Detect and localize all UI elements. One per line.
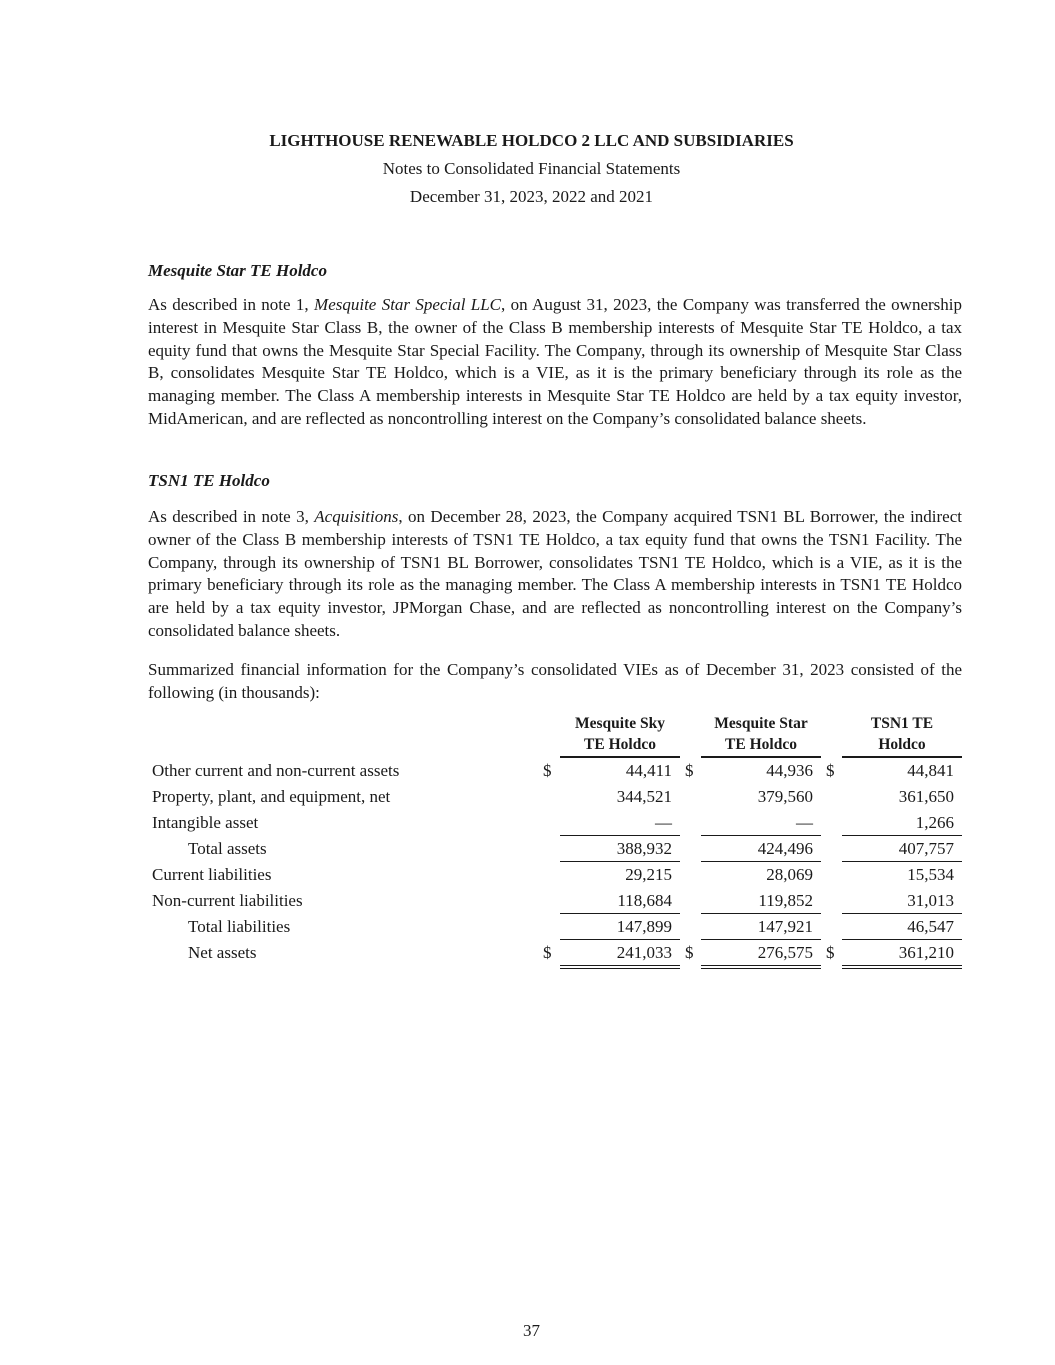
row-label: Property, plant, and equipment, net bbox=[152, 787, 391, 806]
row-label: Current liabilities bbox=[152, 865, 272, 884]
cell-value: 31,013 bbox=[842, 891, 962, 914]
cell-value: 379,560 bbox=[757, 787, 813, 806]
section-title-mesquite-star: Mesquite Star TE Holdco bbox=[148, 261, 327, 280]
dollar-sign: $ bbox=[685, 761, 694, 780]
row-label: Intangible asset bbox=[152, 813, 259, 832]
dollar-sign: $ bbox=[543, 943, 552, 962]
company-title: LIGHTHOUSE RENEWABLE HOLDCO 2 LLC AND SUBSIDIARIES bbox=[269, 131, 794, 150]
row-label: Non-current liabilities bbox=[152, 891, 303, 910]
cell-value: 424,496 bbox=[701, 839, 821, 862]
cell-value: 147,899 bbox=[560, 917, 680, 940]
table-row bbox=[148, 810, 968, 836]
cell-value: 388,932 bbox=[560, 839, 680, 862]
cell-value: 15,534 bbox=[907, 865, 954, 884]
table-row-total bbox=[148, 914, 968, 940]
cell-value: 276,575 bbox=[701, 943, 821, 969]
dollar-sign: $ bbox=[685, 943, 694, 962]
row-label: Total assets bbox=[188, 839, 267, 858]
cell-value: 147,921 bbox=[701, 917, 821, 940]
dollar-sign: $ bbox=[826, 943, 835, 962]
dollar-sign: $ bbox=[826, 761, 835, 780]
cell-value: 241,033 bbox=[560, 943, 680, 969]
cell-value: — bbox=[701, 813, 821, 836]
table-row bbox=[148, 862, 968, 888]
cell-value: 118,684 bbox=[560, 891, 680, 914]
row-label: Net assets bbox=[188, 943, 257, 962]
column-header-mesquite-sky: Mesquite Sky TE Holdco bbox=[560, 714, 680, 758]
row-label: Total liabilities bbox=[188, 917, 291, 936]
table-row-net-assets bbox=[148, 940, 968, 966]
section-title-tsn1: TSN1 TE Holdco bbox=[148, 471, 270, 490]
paragraph-tsn1: As described in note 3, Acquisitions, on December 28, 2023, the Company acquired TSN1 BL Borrower, the indirect owner of the Class B membership interests of TSN1 TE Holdco, a tax equity fund that owns the TSN1 Facility. The Company, through its ownership of TSN1 BL Borrower, consolidates TSN1 TE Holdco, which is a VIE, as it is the primary beneficiary through its role as the managing member. The Class A membership interests in TSN1 TE Holdco are held by a tax equity investor, JPMorgan Chase, and are reflected as noncontrolling interest on the Company’s consolidated balance sheets. bbox=[148, 507, 962, 640]
column-header-tsn1: TSN1 TE Holdco bbox=[842, 714, 962, 758]
cell-value: 344,521 bbox=[616, 787, 672, 806]
cell-value: 44,841 bbox=[907, 761, 954, 780]
cell-value: 29,215 bbox=[625, 865, 672, 884]
cell-value: 28,069 bbox=[766, 865, 813, 884]
page-number: 37 bbox=[523, 1321, 540, 1340]
cell-value: 361,650 bbox=[898, 787, 954, 806]
table-row bbox=[148, 758, 968, 784]
cell-value: 46,547 bbox=[842, 917, 962, 940]
table-row bbox=[148, 888, 968, 914]
dollar-sign: $ bbox=[543, 761, 552, 780]
row-label: Other current and non-current assets bbox=[152, 761, 400, 780]
cell-value: 407,757 bbox=[842, 839, 962, 862]
paragraph-mesquite-star: As described in note 1, Mesquite Star Special LLC, on August 31, 2023, the Company was transferred the ownership interest in Mesquite Star Class B, the owner of the Class B membership interests of Mesquite Star TE Holdco, a tax equity fund that owns the Mesquite Star Special Facility. The Company, through its ownership of Mesquite Star Class B, consolidates Mesquite Star TE Holdco, which is a VIE, as it is the primary beneficiary through its role as the managing member. The Class A membership interests in Mesquite Star TE Holdco are held by a tax equity investor, MidAmerican, and are reflected as noncontrolling interest on the Company’s consolidated balance sheets. bbox=[148, 295, 962, 428]
cell-value: 44,411 bbox=[625, 761, 672, 780]
cell-value: 44,936 bbox=[766, 761, 813, 780]
column-header-mesquite-star: Mesquite Star TE Holdco bbox=[701, 714, 821, 758]
cell-value: 1,266 bbox=[842, 813, 962, 836]
cell-value: 119,852 bbox=[701, 891, 821, 914]
document-date: December 31, 2023, 2022 and 2021 bbox=[409, 187, 654, 206]
summary-intro: Summarized financial information for the Company’s consolidated VIEs as of December 31, 2023 consisted of the following (in thousands): bbox=[148, 660, 962, 702]
cell-value: — bbox=[560, 813, 680, 836]
cell-value: 361,210 bbox=[842, 943, 962, 969]
table-row-total bbox=[148, 836, 968, 862]
table-row bbox=[148, 784, 968, 810]
document-subtitle: Notes to Consolidated Financial Statements bbox=[382, 159, 681, 178]
